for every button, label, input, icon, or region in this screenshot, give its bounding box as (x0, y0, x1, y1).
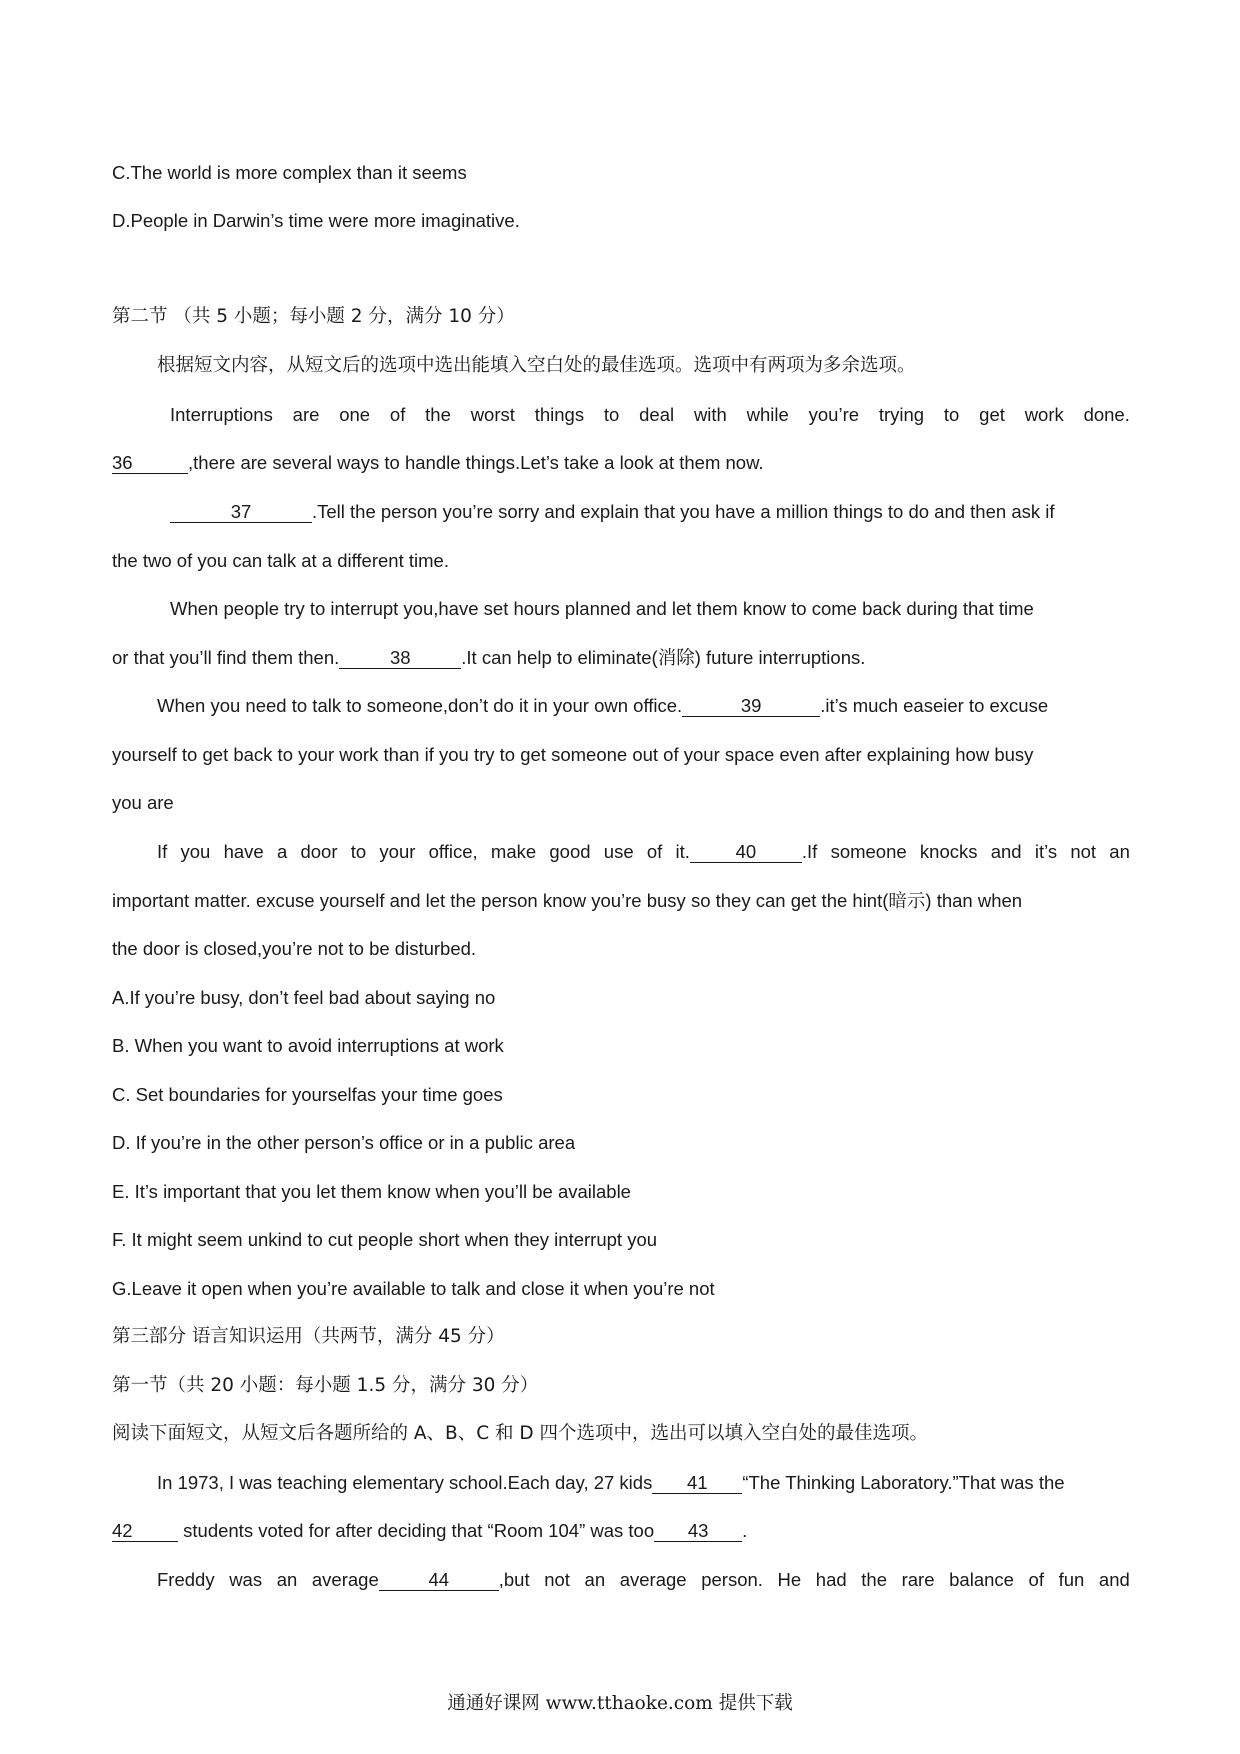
para1-word: of (389, 404, 406, 425)
para5-word: you (180, 841, 211, 862)
cloze3-word: ,but (498, 1569, 530, 1590)
para5-word: a (276, 841, 288, 862)
part3-instruction: 阅读下面短文，从短文后各题所给的 A、B、C 和 D 四个选项中，选出可以填入空白处的最佳选项。 (112, 1423, 929, 1444)
answer-option-b: B. When you want to avoid interruptions at work (112, 1035, 504, 1056)
passage-para1-line2 (112, 450, 764, 476)
para5-word: good (549, 841, 591, 862)
cloze1-before: In 1973, I was teaching elementary school.Each day, 27 kids (157, 1472, 653, 1493)
blank-38[interactable]: 38 (339, 648, 461, 669)
cloze3-word: He (777, 1569, 802, 1590)
option-c-previous: C.The world is more complex than it seems (112, 162, 467, 183)
para1-word: done. (1083, 404, 1130, 425)
passage-para5-line3: the door is closed,you’re not to be disturbed. (112, 938, 477, 959)
blank-39[interactable]: 39 (682, 696, 820, 717)
para4-after: .it’s much easeier to excuse (820, 695, 1049, 716)
para1-word: to (943, 404, 960, 425)
para1-word: get (979, 404, 1005, 425)
cloze3-blank-group (312, 1567, 530, 1593)
blank-42[interactable]: 42 (112, 1521, 178, 1542)
para3-after: .It can help to eliminate(消除) future interruptions. (461, 647, 866, 668)
cloze-line1 (157, 1470, 1065, 1496)
para5-word: If (157, 841, 168, 862)
para5-word: use (603, 841, 634, 862)
para1-word: with (693, 404, 727, 425)
para5-blank-group (676, 839, 818, 865)
para5-word: not (1070, 841, 1097, 862)
passage-para3-line1: When people try to interrupt you,have set hours planned and let them know to come back during that time (170, 598, 1034, 619)
passage-para1-line1 (170, 402, 1130, 428)
cloze-line3 (157, 1567, 1130, 1593)
section2-instruction: 根据短文内容，从短文后的选项中选出能填入空白处的最佳选项。选项中有两项为多余选项。 (157, 355, 916, 376)
para1-word: worst (470, 404, 515, 425)
para5-word: to (350, 841, 367, 862)
para5-word: your (379, 841, 416, 862)
page-footer: 通通好课网 www.tthaoke.com 提供下载 (447, 1693, 793, 1714)
para1-word: while (746, 404, 789, 425)
option-d-previous: D.People in Darwin’s time were more imaginative. (112, 210, 520, 231)
cloze3-word: fun (1058, 1569, 1085, 1590)
para5-word: an (1109, 841, 1130, 862)
cloze3-word: an (584, 1569, 606, 1590)
passage-para5-line1 (157, 839, 1130, 865)
answer-option-e: E. It’s important that you let them know when you’ll be available (112, 1181, 631, 1202)
para5-word: .If (801, 841, 818, 862)
cloze3-word: had (815, 1569, 847, 1590)
answer-option-g: G.Leave it open when you’re available to talk and close it when you’re not (112, 1278, 715, 1299)
blank-43[interactable]: 43 (654, 1521, 742, 1542)
cloze3-word: an (276, 1569, 298, 1590)
para1-word: work (1024, 404, 1064, 425)
passage-para4-line1 (157, 693, 1048, 719)
cloze3-word: balance (949, 1569, 1014, 1590)
para2-rest: .Tell the person you’re sorry and explain that you have a million things to do and then ask if (312, 501, 1055, 522)
cloze3-word: average (619, 1569, 687, 1590)
cloze3-word: not (544, 1569, 570, 1590)
para5-word: someone (830, 841, 907, 862)
cloze2-middle: students voted for after deciding that “Room 104” was too (183, 1520, 655, 1541)
answer-option-d: D. If you’re in the other person’s office or in a public area (112, 1132, 576, 1153)
cloze1-after: “The Thinking Laboratory.”That was the (742, 1472, 1065, 1493)
cloze3-word: Freddy (157, 1569, 215, 1590)
cloze3-word: person. (701, 1569, 763, 1590)
cloze3-word: rare (901, 1569, 935, 1590)
answer-option-f: F. It might seem unkind to cut people short when they interrupt you (112, 1229, 658, 1250)
cloze3-word: was (229, 1569, 263, 1590)
para5-word: door (300, 841, 338, 862)
para3-before: or that you’ll find them then. (112, 647, 340, 668)
para5-word: office, (428, 841, 478, 862)
para5-word: and (990, 841, 1022, 862)
part3-section1-heading: 第一节（共 20 小题：每小题 1.5 分，满分 30 分） (112, 1375, 539, 1396)
para5-word: make (490, 841, 537, 862)
cloze-line2 (112, 1518, 747, 1544)
answer-option-a: A.If you’re busy, don’t feel bad about saying no (112, 987, 496, 1008)
para1-rest: ,there are several ways to handle things.Let’s take a look at them now. (188, 452, 764, 473)
passage-para3-line2 (112, 645, 865, 671)
para1-word: are (292, 404, 320, 425)
para1-word: deal (639, 404, 675, 425)
para1-word: the (425, 404, 451, 425)
blank-40[interactable]: 40 (690, 842, 802, 863)
blank-36[interactable]: 36 (112, 453, 188, 474)
para5-word: it’s (1034, 841, 1058, 862)
para5-word: of (646, 841, 663, 862)
para5-word: knocks (919, 841, 978, 862)
passage-para4-line2: yourself to get back to your work than if you try to get someone out of your space even after explaining how busy (112, 744, 1034, 765)
part3-heading: 第三部分 语言知识运用（共两节，满分 45 分） (112, 1326, 505, 1347)
cloze3-word: the (861, 1569, 887, 1590)
passage-para5-line2: important matter. excuse yourself and let the person know you’re busy so they can get the hint(暗示) than when (112, 890, 1023, 911)
blank-41[interactable]: 41 (652, 1473, 742, 1494)
para1-word: to (603, 404, 620, 425)
para1-word: you’re (808, 404, 860, 425)
cloze2-end: . (742, 1520, 748, 1541)
passage-para4-line3: you are (112, 792, 174, 813)
cloze3-word: of (1028, 1569, 1044, 1590)
passage-para2-line2: the two of you can talk at a different time. (112, 550, 449, 571)
blank-37[interactable]: 37 (170, 502, 312, 523)
para1-word: Interruptions (170, 404, 273, 425)
blank-44[interactable]: 44 (379, 1570, 499, 1591)
para5-word: have (223, 841, 264, 862)
answer-option-c: C. Set boundaries for yourselfas your time goes (112, 1084, 503, 1105)
para1-word: things (534, 404, 585, 425)
para1-word: trying (878, 404, 925, 425)
cloze3-word: average (311, 1569, 379, 1590)
section2-heading: 第二节 （共 5 小题；每小题 2 分，满分 10 分） (112, 306, 515, 327)
para4-before: When you need to talk to someone,don’t do it in your own office. (157, 695, 683, 716)
para5-word: it. (675, 841, 690, 862)
para1-word: one (339, 404, 371, 425)
passage-para2-line1 (170, 499, 1055, 525)
cloze3-word: and (1098, 1569, 1130, 1590)
